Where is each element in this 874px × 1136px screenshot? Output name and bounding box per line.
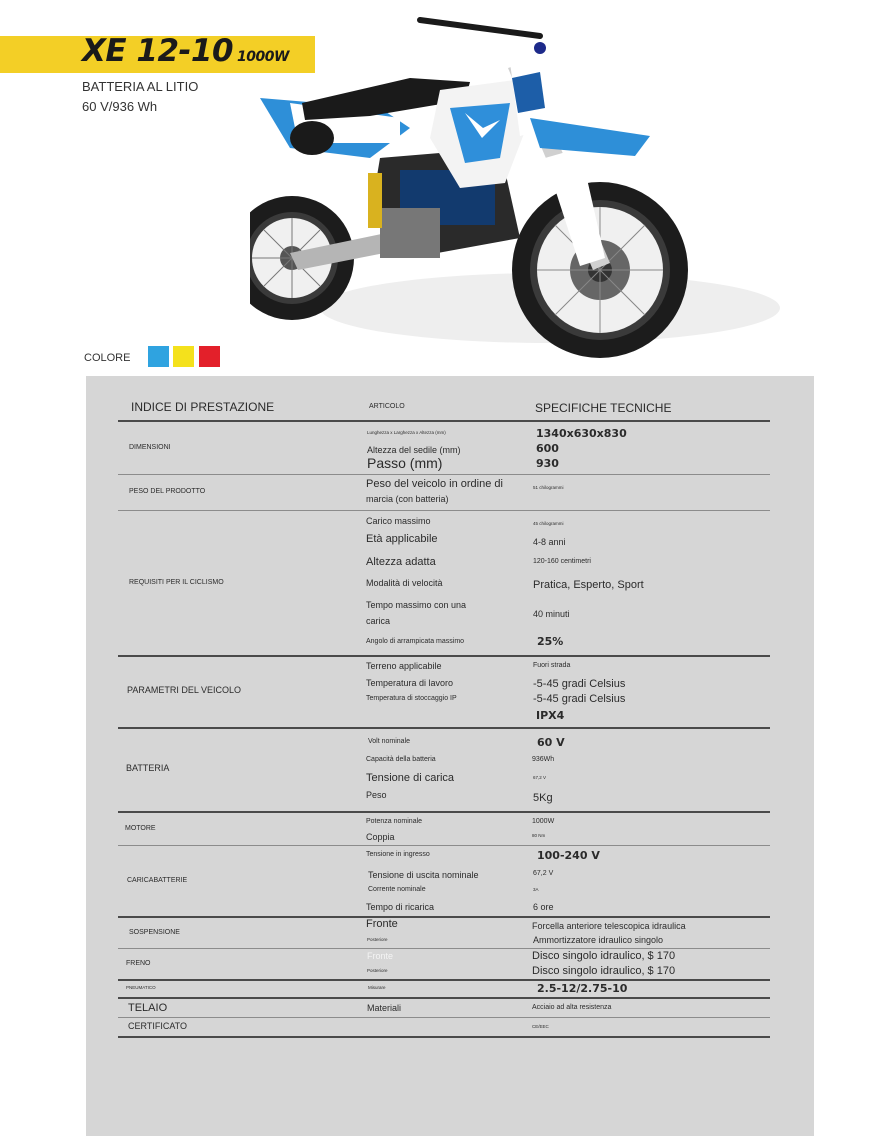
spec-value: Pratica, Esperto, Sport — [533, 579, 644, 591]
spec-value: 4-8 anni — [533, 537, 566, 547]
color-swatch-yellow[interactable] — [173, 346, 194, 367]
spec-value: 930 — [536, 457, 559, 470]
telaio-label: TELAIO — [128, 1002, 168, 1014]
spec-item: Tempo massimo con una — [366, 600, 467, 610]
spec-value: 936Wh — [532, 756, 555, 763]
spec-value: -5-45 gradi Celsius — [533, 678, 626, 690]
spec-item: Terreno applicabile — [366, 661, 442, 671]
row-divider — [118, 655, 770, 657]
spec-item: Materiali — [367, 1003, 402, 1013]
spec-value: 100-240 V — [537, 849, 600, 862]
spec-value: 67,2 V — [533, 775, 547, 780]
spec-item: Tempo di ricarica — [366, 902, 435, 912]
spec-value: 80 Nm — [532, 833, 546, 838]
row-divider — [118, 1017, 770, 1018]
spec-value: 5Kg — [533, 792, 553, 804]
spec-item: carica — [366, 616, 391, 626]
row-divider — [118, 811, 770, 813]
motore-label: MOTORE — [125, 825, 156, 832]
spec-item: Peso — [366, 790, 387, 800]
pneumatico-label: PNEUMATICO — [126, 985, 156, 990]
spec-item: Carico massimo — [366, 516, 431, 526]
row-divider — [118, 997, 770, 999]
parametri-label: PARAMETRI DEL VEICOLO — [127, 685, 242, 695]
spec-value: Disco singolo idraulico, $ 170 — [532, 965, 676, 977]
spec-value: 51 chilogrammi — [533, 485, 564, 490]
spec-item: Corrente nominale — [368, 886, 426, 893]
spec-item: Volt nominale — [368, 738, 411, 745]
spec-item: Peso del veicolo in ordine di — [366, 478, 503, 490]
spec-item: Fronte — [367, 951, 394, 961]
spec-item: Età applicabile — [366, 533, 438, 545]
color-label: COLORE — [84, 352, 131, 364]
ciclismo-label: REQUISITI PER IL CICLISMO — [129, 579, 224, 586]
row-divider — [118, 420, 770, 422]
spec-item: Tensione di uscita nominale — [368, 870, 479, 880]
sospensione-label: SOSPENSIONE — [129, 929, 180, 936]
spec-item: Capacità della batteria — [366, 756, 436, 763]
header-spec: SPECIFICHE TECNICHE — [535, 401, 672, 415]
row-divider — [118, 474, 770, 475]
spec-value: 6 ore — [533, 902, 554, 912]
row-divider — [118, 845, 770, 846]
spec-item: Modalità di velocità — [366, 578, 443, 588]
spec-value: 67,2 V — [533, 870, 554, 877]
spec-value: 120-160 centimetri — [533, 558, 591, 565]
model-power: 1000W — [237, 49, 289, 65]
spec-value: 45 chilogrammi — [533, 521, 564, 526]
spec-value: Fuori strada — [533, 662, 571, 669]
battery-type: BATTERIA AL LITIO — [82, 79, 199, 94]
spec-item: Posteriore — [367, 937, 388, 942]
header-category: INDICE DI PRESTAZIONE — [131, 400, 275, 414]
row-divider — [118, 727, 770, 729]
spec-value: Disco singolo idraulico, $ 170 — [532, 950, 676, 962]
color-swatch-blue[interactable] — [148, 346, 169, 367]
freno-label: FRENO — [126, 960, 151, 967]
spec-item: Posteriore — [367, 968, 388, 973]
spec-item: Tensione in ingresso — [366, 851, 430, 858]
spec-value: 60 V — [537, 736, 565, 749]
spec-item: Angolo di arrampicata massimo — [366, 638, 465, 645]
spec-value: 1340x630x830 — [536, 427, 627, 440]
spec-item: marcia (con batteria) — [366, 494, 449, 504]
row-divider — [118, 948, 770, 949]
spec-item: Temperatura di stoccaggio IP — [366, 695, 457, 702]
spec-value: 40 minuti — [533, 609, 570, 619]
spec-value: 1000W — [532, 818, 555, 825]
spec-value: 3A — [533, 887, 539, 892]
row-divider — [118, 510, 770, 511]
spec-value: Forcella anteriore telescopica idraulica — [532, 921, 686, 931]
spec-item: Fronte — [366, 918, 398, 930]
battery-spec: 60 V/936 Wh — [82, 99, 158, 114]
spec-item: Coppia — [366, 832, 395, 842]
motorbike-image — [250, 8, 790, 373]
spec-item: Altezza del sedile (mm) — [367, 445, 461, 455]
spec-item: Altezza adatta — [366, 556, 436, 568]
certificato-label: CERTIFICATO — [128, 1021, 188, 1031]
spec-item: Passo (mm) — [367, 455, 443, 471]
row-divider — [118, 916, 770, 918]
spec-value: Acciaio ad alta resistenza — [532, 1004, 612, 1011]
peso-label: PESO DEL PRODOTTO — [129, 488, 206, 495]
spec-value: 2.5-12/2.75-10 — [537, 982, 628, 995]
color-swatch-red[interactable] — [199, 346, 220, 367]
caricabatterie-label: CARICABATTERIE — [127, 877, 188, 884]
row-divider — [118, 1036, 770, 1038]
batteria-label: BATTERIA — [126, 763, 170, 773]
spec-value: 600 — [536, 442, 559, 455]
spec-value: Ammortizzatore idraulico singolo — [533, 935, 664, 945]
spec-item: Potenza nominale — [366, 818, 423, 825]
spec-value: 25% — [537, 635, 564, 648]
spec-value: CE/EEC — [532, 1024, 549, 1029]
header-item: ARTICOLO — [369, 403, 405, 410]
dimensioni-label: DIMENSIONI — [129, 444, 171, 451]
row-divider — [118, 979, 770, 981]
spec-item: Misurare — [368, 985, 386, 990]
spec-value: -5-45 gradi Celsius — [533, 693, 626, 705]
spec-item: Temperatura di lavoro — [366, 678, 454, 688]
spec-value: IPX4 — [536, 709, 565, 722]
model-title: XE 12-10 1000W — [82, 33, 289, 69]
spec-item: Tensione di carica — [366, 772, 455, 784]
spec-item: Lunghezza x Larghezza x Altezza (mm) — [367, 430, 446, 435]
